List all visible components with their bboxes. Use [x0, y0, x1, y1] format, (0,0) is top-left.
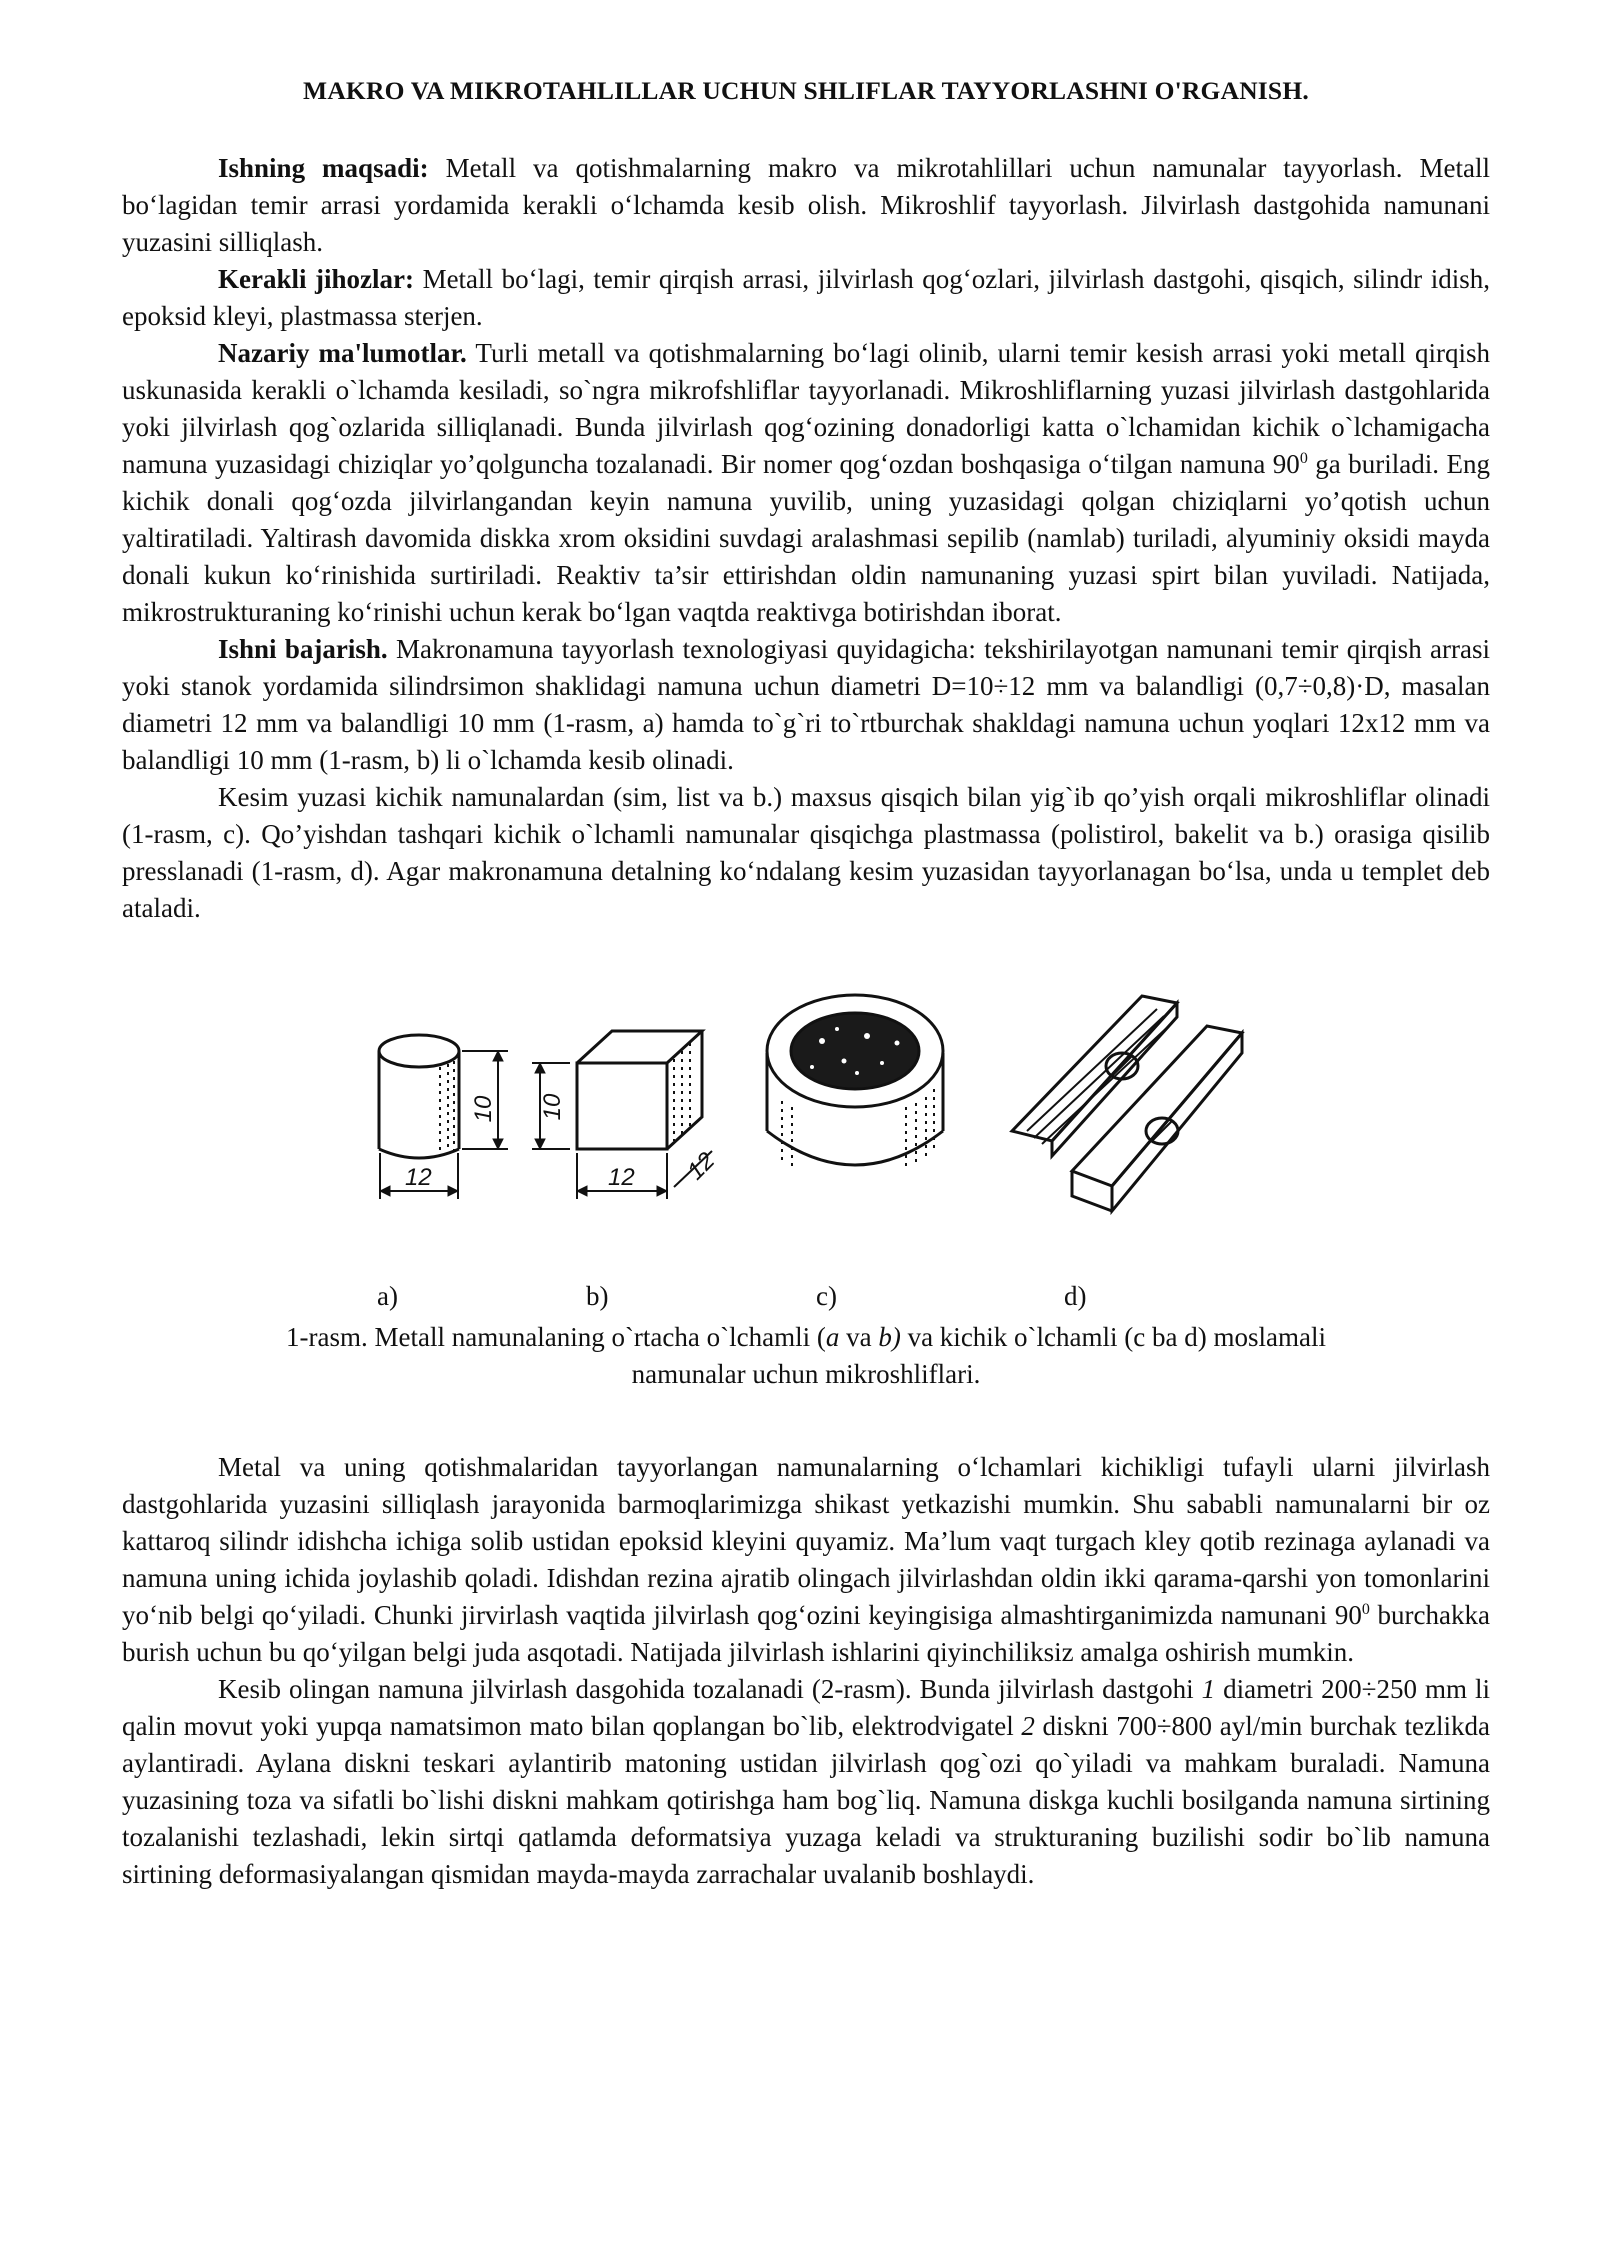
text-tozalash-c: diskni 700÷800 ayl/min burchak tezlikda aylantiradi. Aylana diskni teskari aylantirib matoning ustidan jilvirlash qog`ozi qo`yiladi va mahkam buraladi. Namuna yuzasining toza va sifatli bo`lishi diskni mahkam qotirishga ham bog`liq. Namuna diskga kuchli bosilganda namuna sirtining tozalanishi tezlashadi, lekin sirtqi qatlamda deformatsiya yuzaga keladi va strukturaning buzilishi sodir bo`lib namuna sirtining deformasiyalangan qismidan mayda-mayda zarrachalar uvalanib boshlaydi.	[122, 1711, 1491, 1889]
caption-part-1: 1-rasm. Metall namunalaning o`rtacha o`lchamli (	[286, 1322, 826, 1352]
text-maqsad: Metall va qotishmalarning makro va mikrotahlillari uchun namunalar tayyorlash. Metall bo‘lagidan temir arrasi yordamida kerakli o‘lchamda kesib olish. Mikroshlif tayyorlash. Jilvirlash dastgohida namunani yuzasini silliqlash.	[122, 153, 1490, 257]
text-jihozlar: Metall bo‘lagi, temir qirqish arrasi, jilvirlash qog‘ozlari, jilvirlash dastgohi, qisqich, silindr idish, epoksid kleyi, plastmassa sterjen.	[122, 264, 1490, 331]
dim-b-depth: 12	[682, 1147, 721, 1186]
paragraph-nazariy	[122, 335, 1490, 631]
paragraph-jihozlar	[122, 261, 1490, 335]
text-epoksid-a: Metal va uning qotishmalaridan tayyorlangan namunalarning o‘lchamlari kichikligi tufayli ularni jilvirlash dastgohlarida yuzasini silliqlash jarayonida barmoqlarimizga shikast yetkazishi mumkin. Shu sababli namunalarni bir oz kattaroq silindr idishcha ichiga solib ustidan epoksid kleyini quyamiz. Ma’lum vaqt turgach kley qotib rezinaga aylanadi va namuna uning ichida joylashib qoladi. Idishdan rezina ajratib olingach jilvirlashdan oldin ikki qarama-qarshi yon tomonlarini yo‘nib belgi qo‘yiladi. Chunki jirvirlash vaqtida jilvirlash qog‘ozini keyingisiga almashtirganimizda namunani 90	[122, 1452, 1490, 1630]
page-title: MAKRO VA MIKROTAHLILLAR UCHUN SHLIFLAR TAYYORLASHNI O'RGANISH.	[303, 76, 1309, 105]
text-bajarish: Makronamuna tayyorlash texnologiyasi quyidagicha: tekshirilayotgan namunani temir qirqish arrasi yoki stanok yordamida silindrsimon shaklidagi namuna uchun diametri D=10÷12 mm va balandligi (0,7÷0,8)·D, masalan diametri 12 mm va balandligi 10 mm (1-rasm, a) hamda to`g`ri to`rtburchak shakldagi namuna uchun yoqlari 12x12 mm va balandligi 10 mm (1-rasm, b) li o`lchamda kesib olinadi.	[122, 634, 1490, 775]
caption-a: a	[825, 1322, 840, 1352]
paragraph-epoksid	[122, 1449, 1490, 1671]
figure-specimens	[122, 981, 1490, 1281]
ref-number-1: 1	[1201, 1674, 1216, 1704]
caption-line-2: namunalar uchun mikroshliflari.	[631, 1359, 981, 1389]
degree-superscript-2: 0	[1361, 1601, 1370, 1618]
degree-superscript: 0	[1299, 450, 1308, 467]
figure-label-b: b)	[586, 1281, 609, 1311]
caption-part-2: va	[839, 1322, 879, 1352]
dim-a-width: 12	[405, 1164, 432, 1191]
text-tozalash-b: diametri 200÷250 mm li qalin movut yoki yupqa namatsimon mato bilan qoplangan bo`lib, elektrodvigatel	[122, 1674, 1490, 1741]
figure-label-c: c)	[816, 1281, 837, 1311]
paragraph-bajarish	[122, 631, 1490, 779]
paragraph-maqsad	[122, 150, 1490, 261]
figure-label-a: a)	[377, 1281, 398, 1311]
label-jihozlar: Kerakli jihozlar:	[218, 264, 415, 294]
dim-b-height: 10	[539, 1093, 566, 1121]
paragraph-tozalash	[122, 1671, 1490, 1893]
paragraph-kesim: Kesim yuzasi kichik namunalardan (sim, list va b.) maxsus qisqich bilan yig`ib qo’yish orqali mikroshliflar olinadi (1-rasm, c). Qo’yishdan tashqari kichik o`lchamli namunalar qisqichga plastmassa (polistirol, bakelit va b.) orasiga qisilib presslanadi (1-rasm, d). Agar makronamuna detalning ko‘ndalang kesim yuzasidan tayyorlanagan bo‘lsa, unda u templet deb ataladi.	[122, 782, 1490, 923]
figure-label-d: d)	[1064, 1281, 1087, 1311]
dim-b-width: 12	[608, 1164, 635, 1191]
figure-labels	[122, 1281, 1490, 1319]
clamp-holder	[1012, 996, 1242, 1211]
label-bajarish: Ishni bajarish.	[218, 634, 388, 664]
label-nazariy: Nazariy ma'lumotlar.	[218, 338, 467, 368]
caption-b: b)	[878, 1322, 901, 1352]
text-nazariy-b: ga buriladi. Eng kichik donali qog‘ozda jilvirlangandan keyin namuna yuvilib, uning yuzasidagi qolgan chiziqlarni yo’qotish uchun yaltiratiladi. Yaltirash davomida diskka xrom oksidini suvdagi aralashmasi sepilib (namlab) turiladi, alyuminiy oksidi mayda donali kukun ko‘rinishida surtiriladi. Reaktiv ta’sir ettirishdan oldin namunaning yuzasi spirt bilan yuviladi. Natijada, mikrostrukturaning ko‘rinishi uchun kerak bo‘lgan vaqtda reaktivga botirishdan iborat.	[122, 449, 1490, 627]
document-page	[122, 60, 1490, 1893]
text-tozalash-a: Kesib olingan namuna jilvirlash dasgohida tozalanadi (2-rasm). Bunda jilvirlash dastgohi	[218, 1674, 1202, 1704]
dim-a-height: 10	[470, 1095, 497, 1123]
figure-drawing	[122, 981, 1490, 1281]
text-epoksid-b: burchakka burish uchun bu qo‘yilgan belgi juda asqotadi. Natijada jilvirlash ishlarini qiyinchiliksiz amalga oshirish mumkin.	[122, 1600, 1490, 1667]
figure-caption	[122, 1319, 1490, 1393]
label-maqsad: Ishning maqsadi:	[218, 153, 429, 183]
mounted-specimen	[767, 995, 943, 1171]
text-nazariy-a: Turli metall va qotishmalarning bo‘lagi olinib, ularni temir kesish arrasi yoki metall qirqish uskunasida kerakli o`lchamda kesiladi, so`ngra mikrofshliflar tayyorlanadi. Mikroshliflarning yuzasi jilvirlash dastgohlarida yoki jilvirlash qog`ozlarida silliqlanadi. Bunda jilvirlash qog‘ozining donadorligi katta o`lchamidan kichik o`lchamigacha namuna yuzasidagi chiziqlar yo’qolguncha tozalanadi. Bir nomer qog‘ozdan boshqasiga o‘tilgan namuna 90	[122, 338, 1491, 479]
ref-number-2: 2	[1021, 1711, 1035, 1741]
caption-part-3: va kichik o`lchamli (c ba d) moslamali	[900, 1322, 1326, 1352]
